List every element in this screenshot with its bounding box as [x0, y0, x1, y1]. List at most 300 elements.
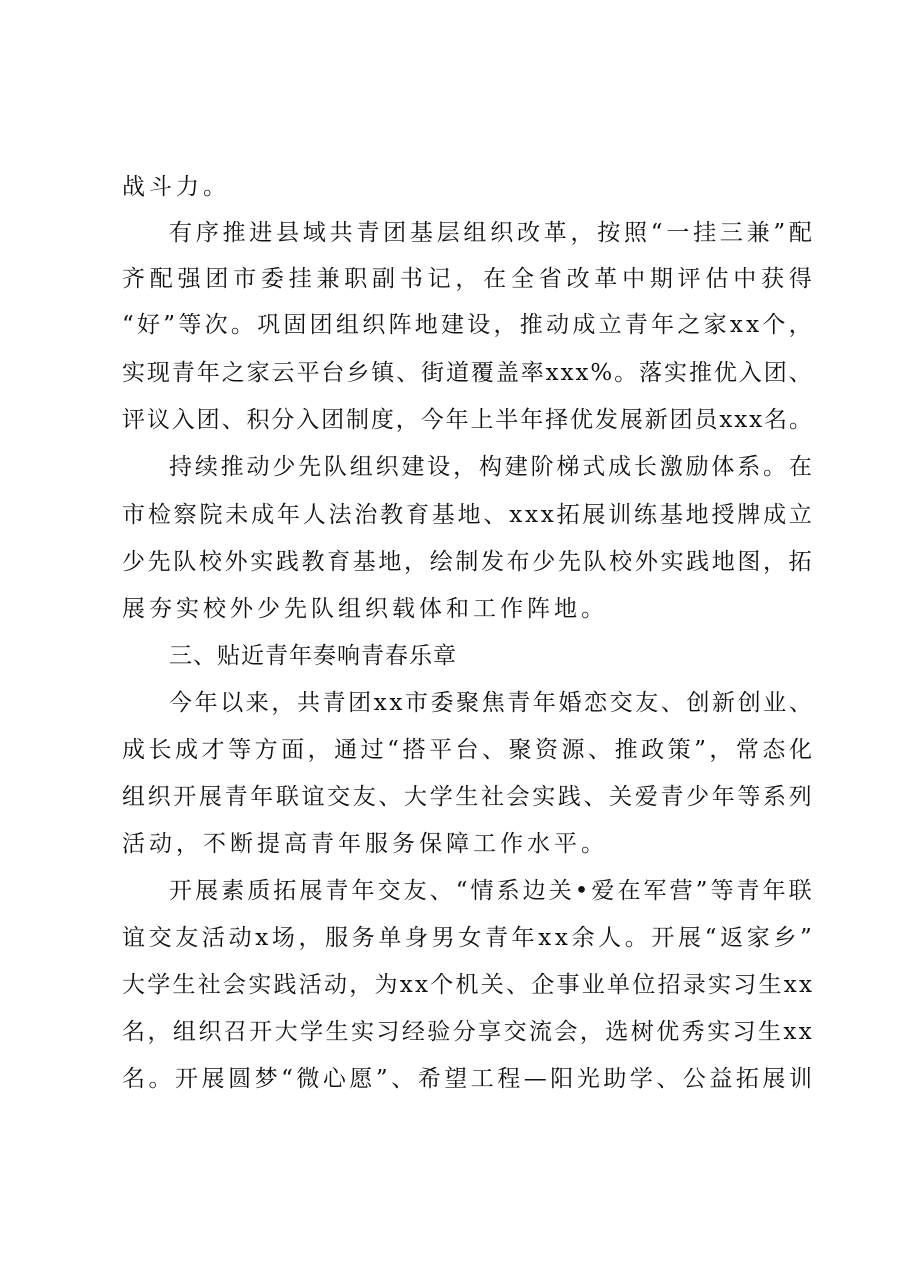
text-char: 育	[405, 502, 429, 528]
text-char: 开	[169, 878, 192, 904]
text-char: 资	[535, 737, 559, 763]
text-char: 进	[249, 220, 273, 246]
text-char: 在	[788, 454, 812, 480]
text-char: 。	[624, 925, 648, 951]
text-char: 年	[532, 690, 556, 716]
text-char: 开	[249, 1019, 273, 1045]
text-char: 务	[351, 925, 375, 951]
text-char: 交	[327, 784, 351, 810]
text-char: 乡	[773, 925, 797, 951]
text-char: 实	[248, 972, 272, 998]
text-char: 身	[405, 925, 429, 951]
text-char: 立	[788, 502, 812, 528]
paragraph-3-line-3	[122, 782, 812, 812]
text-char: x	[545, 360, 559, 386]
text-char: 树	[630, 1019, 654, 1045]
text-char: 年	[651, 312, 675, 338]
text-char: x	[255, 925, 269, 951]
text-char: 检	[147, 502, 171, 528]
text-char: 大	[122, 972, 145, 998]
text-char: 持	[169, 454, 192, 480]
text-char: 年	[196, 360, 220, 386]
text-char: 践	[686, 549, 710, 575]
text-char: 关	[548, 878, 572, 904]
text-char: 乡	[346, 360, 370, 386]
text-char: x	[729, 312, 743, 338]
text-char: ，	[307, 737, 331, 763]
text-char: 入	[296, 407, 320, 433]
text-char: 改	[566, 266, 590, 292]
text-char: 外	[634, 549, 658, 575]
text-char: 方	[254, 737, 278, 763]
text-char: 程	[497, 1066, 521, 1092]
text-char: 推	[519, 312, 543, 338]
text-char: 建	[440, 312, 464, 338]
text-char: ，	[455, 266, 479, 292]
text-char: 化	[788, 737, 812, 763]
text-char: x	[524, 502, 538, 528]
text-char: 地	[685, 502, 709, 528]
text-char: 友	[403, 878, 427, 904]
text-char: x	[783, 972, 797, 998]
text-char: 治	[354, 502, 378, 528]
text-char: 学	[300, 1019, 324, 1045]
text-char: 工	[470, 1066, 494, 1092]
text-char: 、	[505, 972, 529, 998]
text-char: 拓	[556, 502, 580, 528]
text-char: 个	[430, 972, 454, 998]
text-char: 地	[457, 502, 481, 528]
text-char: 书	[399, 266, 423, 292]
text-char: 场	[271, 925, 295, 951]
text-char: 平	[296, 360, 320, 386]
text-char: 积	[246, 407, 270, 433]
text-char: 择	[545, 407, 569, 433]
text-char: 交	[503, 1019, 527, 1045]
text-char: 织	[375, 454, 399, 480]
text-char: ，	[570, 220, 594, 246]
text-char: 上	[470, 407, 494, 433]
text-char: 地	[378, 549, 402, 575]
paragraph-1-line-4	[122, 358, 812, 388]
text-char: 有	[169, 220, 192, 246]
text-char: 组	[122, 784, 145, 810]
text-char: 家	[746, 925, 770, 951]
text-char: 期	[649, 266, 673, 292]
text-char: x	[749, 407, 763, 433]
text-char: 享	[478, 1019, 502, 1045]
text-char: 学	[147, 972, 171, 998]
text-char: 今	[420, 407, 444, 433]
text-char: 才	[201, 737, 225, 763]
text-char: 策	[667, 737, 691, 763]
text-char: 践	[557, 784, 581, 810]
text-char: 学	[629, 1066, 653, 1092]
text-char: 组	[463, 220, 487, 246]
text-char: 地	[711, 549, 735, 575]
text-char: 。	[148, 1066, 172, 1092]
text-char: 教	[380, 502, 404, 528]
text-char: 推	[220, 454, 244, 480]
text-char: 训	[788, 1066, 812, 1092]
text-char: 拓	[788, 549, 812, 575]
text-char: x	[783, 1019, 797, 1045]
text-char: 式	[582, 454, 606, 480]
text-char: 分	[271, 407, 295, 433]
text-char: 来	[245, 690, 269, 716]
text-char: 推	[688, 360, 712, 386]
text-char: 成	[175, 737, 199, 763]
text-char: ”	[695, 878, 708, 904]
text-char: 中	[622, 266, 646, 292]
text-char: 、	[583, 784, 607, 810]
text-char: 成	[122, 737, 145, 763]
text-char: 齐	[122, 266, 145, 292]
text-char: 政	[641, 737, 665, 763]
text-char: 通	[334, 737, 358, 763]
paragraph-4-line-5	[122, 1064, 812, 1094]
text-char: 展	[195, 878, 219, 904]
text-char: 组	[349, 454, 373, 480]
text-char: “	[122, 312, 134, 338]
text-char: 共	[329, 220, 353, 246]
text-char: ，	[298, 925, 322, 951]
text-char: 续	[194, 454, 218, 480]
text-char: 流	[529, 1019, 552, 1045]
text-char: 青	[484, 925, 508, 951]
text-char: 年	[520, 407, 544, 433]
text-char: “	[281, 1066, 293, 1092]
text-char: 平	[428, 737, 452, 763]
text-char: 得	[788, 266, 812, 292]
text-char: 青	[322, 690, 346, 716]
text-char: 实	[532, 784, 556, 810]
paragraph-2-line-1	[169, 452, 812, 482]
text-char: 阳	[550, 1066, 574, 1092]
text-char: 共	[296, 690, 320, 716]
text-char: 推	[614, 737, 638, 763]
text-char: 梦	[254, 1066, 278, 1092]
text-char: 青	[507, 690, 531, 716]
text-char: 配	[788, 220, 812, 246]
paragraph-1-line-3	[122, 310, 812, 340]
text-char: 、	[221, 407, 245, 433]
text-char: 县	[276, 220, 300, 246]
text-char: x	[540, 502, 554, 528]
text-char: 构	[478, 454, 502, 480]
text-char: 副	[372, 266, 396, 292]
text-char: 展	[619, 407, 643, 433]
text-char: 等	[710, 878, 734, 904]
text-char: “	[455, 878, 468, 904]
text-char: 为	[374, 972, 398, 998]
text-char: 青	[325, 878, 349, 904]
text-char: 图	[737, 549, 761, 575]
text-char: 发	[594, 407, 618, 433]
text-char: 谊	[301, 784, 325, 810]
text-char: ”	[694, 737, 706, 763]
text-char: 开	[651, 925, 675, 951]
text-char: 革	[543, 220, 567, 246]
text-char: 爱	[634, 784, 658, 810]
text-char: 验	[427, 1019, 451, 1045]
text-char: 率	[520, 360, 544, 386]
text-char: 返	[720, 925, 744, 951]
text-char: 会	[554, 1019, 578, 1045]
text-char: 基	[431, 502, 455, 528]
text-char: 召	[223, 1019, 247, 1045]
text-char: 一	[666, 220, 690, 246]
text-char: 兼	[316, 266, 340, 292]
text-char: 台	[321, 360, 345, 386]
text-char: 生	[757, 1019, 781, 1045]
text-char: ，	[493, 312, 517, 338]
text-char: 三	[719, 220, 743, 246]
text-char: 生	[758, 972, 782, 998]
text-char: 织	[490, 220, 514, 246]
text-char: 团	[321, 407, 345, 433]
text-char: 、	[378, 784, 402, 810]
text-char: x	[560, 360, 574, 386]
text-char: 授	[711, 502, 735, 528]
text-char: 实	[122, 360, 145, 386]
text-char: ，	[271, 690, 295, 716]
text-char: 招	[657, 972, 681, 998]
text-char: ，	[453, 454, 477, 480]
text-char: 挂	[693, 220, 717, 246]
text-char: 团	[348, 690, 372, 716]
text-char: 搭	[402, 737, 426, 763]
text-char: 素	[221, 878, 245, 904]
text-char: 职	[344, 266, 368, 292]
paragraph-3-line-1	[169, 688, 812, 718]
text-char: 事	[556, 972, 580, 998]
text-char: 序	[195, 220, 219, 246]
text-char: 个	[762, 312, 786, 338]
text-char: 。	[788, 407, 812, 433]
text-char: 覆	[470, 360, 494, 386]
text-char: 动	[546, 312, 570, 338]
paragraph-3-line-2	[122, 735, 812, 765]
text-char: x	[554, 925, 568, 951]
paragraph-2-line-3	[122, 547, 812, 577]
text-char: 青	[660, 784, 684, 810]
text-char: 年	[445, 407, 469, 433]
text-char: 年	[351, 878, 375, 904]
text-char: 设	[467, 312, 491, 338]
text-char: 察	[173, 502, 197, 528]
text-char: 团	[383, 220, 407, 246]
text-char: 训	[608, 502, 632, 528]
text-char: ，	[349, 972, 373, 998]
text-char: 地	[414, 312, 438, 338]
text-char: x	[798, 1019, 812, 1045]
text-char: 、	[391, 1066, 415, 1092]
text-char: 强	[177, 266, 201, 292]
text-char: 团	[763, 360, 787, 386]
text-char: 之	[221, 360, 245, 386]
text-char: 助	[603, 1066, 627, 1092]
text-char: 态	[762, 737, 786, 763]
text-char: 系	[496, 878, 520, 904]
text-char: x	[798, 972, 812, 998]
text-char: 优	[713, 360, 737, 386]
text-char: 评	[122, 407, 145, 433]
text-char: 育	[327, 549, 351, 575]
text-char: 婚	[558, 690, 582, 716]
text-char: 布	[506, 549, 530, 575]
text-char: 、	[788, 690, 812, 716]
text-char: 活	[201, 925, 225, 951]
text-char: 圆	[228, 1066, 252, 1092]
text-char: 省	[538, 266, 562, 292]
text-char: 评	[677, 266, 701, 292]
text-char: 业	[581, 972, 605, 998]
text-char: 公	[682, 1066, 706, 1092]
text-char: 阵	[388, 312, 412, 338]
text-char: 固	[283, 312, 307, 338]
text-char: 益	[709, 1066, 733, 1092]
text-char: 市	[122, 502, 145, 528]
text-char: 女	[458, 925, 482, 951]
text-char: 边	[522, 878, 546, 904]
text-char: 践	[275, 549, 299, 575]
text-char: 单	[606, 972, 630, 998]
paragraph-4-line-4	[122, 1017, 812, 1047]
text-char: 立	[598, 312, 622, 338]
text-char: 队	[583, 549, 607, 575]
text-char: 微	[296, 1066, 320, 1092]
text-char: 校	[609, 549, 633, 575]
text-char: 基	[352, 549, 376, 575]
text-char: 队	[323, 454, 347, 480]
text-char: 盖	[495, 360, 519, 386]
paragraph-1-line-5	[122, 405, 812, 435]
text-char: 人	[302, 502, 326, 528]
text-char: 、	[656, 1066, 680, 1092]
text-char: 生	[455, 784, 479, 810]
text-char: 余	[571, 925, 595, 951]
text-char: 展	[201, 1066, 225, 1092]
text-char: 、	[429, 878, 453, 904]
paragraph-3-line-4: 活动，不断提高青年服务保障工作水平。	[122, 831, 608, 857]
text-char: 先	[557, 549, 581, 575]
text-char: ，	[763, 549, 787, 575]
text-char: 质	[247, 878, 271, 904]
text-char: 道	[445, 360, 469, 386]
text-char: 系	[763, 784, 787, 810]
text-char: 少	[122, 549, 145, 575]
text-char: 兼	[746, 220, 770, 246]
text-char: 、	[483, 502, 507, 528]
text-char: 落	[639, 360, 663, 386]
text-char: 青	[171, 360, 195, 386]
text-char: 机	[455, 972, 479, 998]
text-char: x	[734, 407, 748, 433]
text-char: 年	[711, 784, 735, 810]
text-char: 创	[737, 690, 761, 716]
text-char: 名	[122, 1019, 145, 1045]
text-char: 单	[378, 925, 402, 951]
text-char: 记	[427, 266, 451, 292]
text-char: 年	[762, 878, 786, 904]
text-char: ”	[375, 1066, 388, 1092]
text-char: 牌	[737, 502, 761, 528]
text-char: 心	[322, 1066, 346, 1092]
text-char: ，	[788, 312, 812, 338]
paragraph-4-line-3	[122, 970, 812, 1000]
text-char: 团	[669, 407, 693, 433]
text-char: 优	[570, 407, 594, 433]
text-char: ，	[404, 549, 428, 575]
text-char: 半	[495, 407, 519, 433]
text-char: 新	[712, 690, 736, 716]
text-char: 现	[146, 360, 170, 386]
text-char: 建	[504, 454, 528, 480]
text-char: 实	[707, 1019, 731, 1045]
text-char: x	[719, 407, 733, 433]
text-char: 动	[324, 972, 347, 998]
text-char: 基	[409, 220, 433, 246]
text-char: 望	[444, 1066, 468, 1092]
text-char: 开	[173, 784, 197, 810]
text-char: ，	[395, 407, 419, 433]
text-char: 织	[198, 1019, 222, 1045]
text-char: 委	[430, 690, 454, 716]
text-char: 年	[194, 690, 218, 716]
text-char: 友	[635, 690, 659, 716]
text-char: 青	[224, 784, 248, 810]
text-char: 、	[396, 360, 420, 386]
text-char: x	[414, 972, 428, 998]
text-char: 愿	[349, 1066, 373, 1092]
text-char: 革	[594, 266, 618, 292]
text-char: 动	[246, 454, 270, 480]
text-char: 校	[198, 549, 222, 575]
text-char: “	[704, 925, 717, 951]
text-char: 在	[617, 878, 641, 904]
text-char: 团	[309, 312, 333, 338]
text-char: 关	[609, 784, 633, 810]
text-char: 爱	[591, 878, 615, 904]
text-char: 光	[576, 1066, 600, 1092]
text-char: x	[509, 502, 523, 528]
text-char: 次	[204, 312, 228, 338]
text-char: 情	[470, 878, 494, 904]
text-char: 生	[172, 972, 196, 998]
text-char: 长	[148, 737, 172, 763]
text-char: x	[399, 972, 413, 998]
text-char: 展	[582, 502, 606, 528]
text-char: 励	[685, 454, 709, 480]
text-char: 服	[325, 925, 349, 951]
text-char: 激	[659, 454, 683, 480]
text-char: 动	[228, 925, 252, 951]
text-char: 团	[205, 266, 229, 292]
text-char: 展	[678, 925, 702, 951]
text-char: x	[389, 690, 403, 716]
text-char: 未	[225, 502, 249, 528]
text-char: 生	[325, 1019, 349, 1045]
text-char: 。	[230, 312, 254, 338]
text-char: 社	[480, 784, 504, 810]
text-char: 名	[122, 1066, 145, 1092]
text-char: 外	[224, 549, 248, 575]
text-char: 习	[376, 1019, 400, 1045]
text-char: ”	[773, 220, 786, 246]
text-char: 先	[147, 549, 171, 575]
paragraph-2-line-4: 展夯实校外少先队组织载体和工作阵地。	[122, 596, 608, 622]
